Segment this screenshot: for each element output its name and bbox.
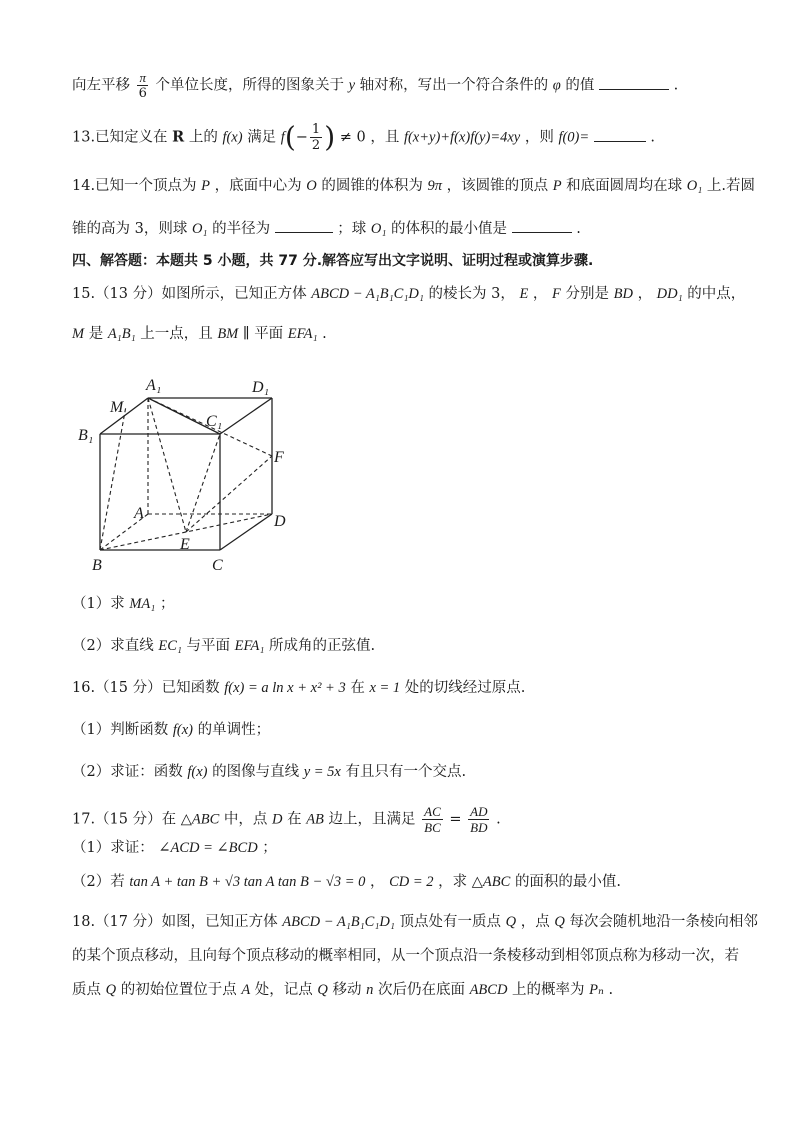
math-expr: x = 1 bbox=[369, 680, 401, 696]
text: ，且 bbox=[370, 129, 400, 146]
paren-left: ( bbox=[284, 120, 296, 154]
text: ， bbox=[532, 286, 548, 302]
text: 的值 bbox=[565, 77, 595, 94]
period: . bbox=[322, 326, 327, 342]
vertex-labels bbox=[78, 377, 286, 574]
math-var: Q bbox=[105, 982, 117, 998]
math-var: Pₙ bbox=[589, 982, 604, 998]
q12-tail-line bbox=[72, 70, 744, 101]
text: 处的切线经过原点. bbox=[404, 680, 526, 696]
text: 15.（13 分）如图所示，已知正方体 bbox=[72, 286, 307, 302]
math-var: D bbox=[272, 811, 283, 828]
question-17-part-1 bbox=[72, 838, 744, 858]
question-14-line-1 bbox=[72, 176, 755, 196]
question-13: 13.已知定义在 R 上的 f(x) 满足 f(− $\frac{1}{2}$ ) ≠ 0 ，且 f(x+y)+f(x)f(y)=4xy ，则 f(0)= . bbox=[72, 120, 656, 154]
text: 顶点处有一质点 bbox=[399, 914, 501, 930]
text: ，该圆锥的顶点 bbox=[446, 178, 549, 194]
math-var: EFA₁ bbox=[287, 326, 318, 342]
math-expr: f(x) bbox=[222, 129, 243, 146]
text: 上.若圆 bbox=[706, 178, 755, 194]
question-16-part-1 bbox=[72, 720, 744, 740]
math-var: DD₁ bbox=[656, 286, 683, 302]
math-var: BM bbox=[217, 326, 239, 342]
math-var: O₁ bbox=[370, 221, 387, 237]
answer-blank bbox=[512, 218, 572, 233]
label-M: M bbox=[110, 399, 124, 416]
text: 移动 bbox=[332, 982, 362, 998]
question-15-line-1 bbox=[72, 284, 744, 304]
text: 边上，且满足 bbox=[328, 811, 416, 828]
text: 在 bbox=[350, 680, 365, 696]
text: 分别是 bbox=[565, 286, 609, 302]
fraction-pi-over-6: $\frac{\pi}{6}$ bbox=[138, 70, 147, 101]
text: 的面积的最小值. bbox=[514, 874, 622, 890]
math-var: P bbox=[552, 178, 562, 194]
math-var: MA₁ bbox=[129, 596, 156, 612]
math-R: R bbox=[172, 128, 185, 146]
label-C: C bbox=[212, 557, 223, 574]
question-18-line-1 bbox=[72, 912, 758, 932]
label-D1: D₁ bbox=[252, 379, 270, 396]
text: 的中点， bbox=[687, 286, 746, 302]
math-var: O₁ bbox=[686, 178, 703, 194]
text: 的半径为 bbox=[212, 221, 271, 237]
label-F: F bbox=[274, 449, 284, 466]
answer-blank bbox=[594, 127, 646, 142]
text: ； bbox=[159, 596, 175, 612]
math-var: EC₁ bbox=[158, 638, 182, 654]
text: （2）求证：函数 bbox=[72, 764, 183, 780]
text: 每次会随机地沿一条棱向相邻 bbox=[569, 914, 758, 930]
text: 的某个顶点移动，且向每个顶点移动的概率相同，从一个顶点沿一条棱移动到相邻顶点称为移动一次，若 bbox=[72, 948, 739, 964]
question-14-line-2 bbox=[72, 218, 744, 239]
text: 的体积的最小值是 bbox=[391, 221, 508, 237]
period: . bbox=[673, 77, 679, 94]
text: ，点 bbox=[520, 914, 550, 930]
label-C1: C₁ bbox=[206, 413, 223, 430]
section-heading: 四、解答题：本题共 5 小题，共 77 分.解答应写出文字说明、证明过程或演算步骤. bbox=[72, 253, 594, 269]
math-var: O₁ bbox=[191, 221, 208, 237]
math-var: y bbox=[348, 77, 356, 94]
text: 13.已知定义在 bbox=[72, 129, 168, 146]
math-expr: f(x) = a ln x + x² + 3 bbox=[224, 680, 346, 696]
text: 次后仍在底面 bbox=[377, 982, 465, 998]
text: 有且只有一个交点. bbox=[345, 764, 467, 780]
text: 16.（15 分）已知函数 bbox=[72, 680, 220, 696]
fraction-ac-over-bc: $\frac{AC}{BC}$ bbox=[424, 804, 441, 835]
text: ，则 bbox=[524, 129, 554, 146]
text: 14.已知一个顶点为 bbox=[72, 178, 197, 194]
text: 18.（17 分）如图，已知正方体 bbox=[72, 914, 278, 930]
math-expr: ∠ACD = ∠BCD bbox=[158, 840, 258, 856]
math-var: A bbox=[241, 982, 251, 998]
question-18-line-3 bbox=[72, 980, 744, 1000]
text: ，求 bbox=[438, 874, 468, 890]
math-var: F bbox=[552, 286, 561, 302]
question-16-part-2 bbox=[72, 762, 744, 782]
text: 处，记点 bbox=[254, 982, 313, 998]
answer-blank bbox=[275, 218, 333, 233]
math-expr: f(x) bbox=[172, 722, 193, 738]
cube-figure bbox=[76, 372, 306, 582]
fraction-1-over-2: $\frac{1}{2}$ bbox=[311, 122, 321, 153]
math-expr: 9π bbox=[427, 178, 442, 194]
paren-right: ) bbox=[324, 120, 336, 154]
text: 上的 bbox=[188, 129, 218, 146]
math-var: EFA₁ bbox=[234, 638, 265, 654]
math-expr: CD = 2 bbox=[389, 874, 434, 890]
text: 向左平移 bbox=[72, 77, 130, 94]
question-16 bbox=[72, 678, 744, 698]
math-expr: f(x) bbox=[187, 764, 208, 780]
math-expr: f(x+y)+f(x)f(y)=4xy bbox=[403, 129, 521, 146]
answer-blank bbox=[599, 75, 669, 90]
label-B1: B₁ bbox=[78, 427, 94, 444]
text: （2）若 bbox=[72, 874, 125, 890]
text: ，底面中心为 bbox=[214, 178, 302, 194]
question-15-part-1 bbox=[72, 594, 744, 614]
equals: = bbox=[449, 811, 462, 828]
text: ， bbox=[370, 874, 385, 890]
math-var: A₁B₁ bbox=[107, 326, 136, 342]
text: 满足 bbox=[247, 129, 277, 146]
text: ； bbox=[262, 840, 277, 856]
question-15-part-2 bbox=[72, 636, 744, 656]
math-expr: ABCD − A₁B₁C₁D₁ bbox=[311, 286, 424, 302]
text: 的圆锥的体积为 bbox=[321, 178, 423, 194]
math-expr: △ABC bbox=[471, 874, 511, 890]
text: 质点 bbox=[72, 982, 101, 998]
text: 上的概率为 bbox=[512, 982, 585, 998]
question-15-line-2 bbox=[72, 324, 744, 344]
math-var: E bbox=[519, 286, 529, 302]
text: ， bbox=[637, 286, 653, 302]
question-18-line-2 bbox=[72, 946, 744, 966]
text: 在 bbox=[287, 811, 302, 828]
period: . bbox=[650, 129, 656, 146]
math-var: Q bbox=[505, 914, 517, 930]
math-var: Q bbox=[317, 982, 328, 998]
text: 中，点 bbox=[223, 811, 268, 828]
text: 的图像与直线 bbox=[212, 764, 300, 780]
math-expr: ABCD − A₁B₁C₁D₁ bbox=[282, 914, 395, 930]
text: 平面 bbox=[254, 326, 284, 342]
text: 与平面 bbox=[186, 638, 231, 654]
text: 是 bbox=[88, 326, 104, 342]
math-f: f bbox=[280, 129, 285, 146]
cube-edges-dashed bbox=[100, 398, 272, 550]
label-A: A bbox=[134, 505, 144, 522]
label-D: D bbox=[274, 513, 286, 530]
math-var: ABCD bbox=[469, 982, 508, 998]
question-17 bbox=[72, 804, 744, 835]
text: （1）求证： bbox=[72, 840, 154, 856]
text: 锥的高为 3，则球 bbox=[72, 221, 188, 237]
math-var: BD bbox=[613, 286, 633, 302]
period: . bbox=[496, 811, 501, 828]
math-expr: tan A + tan B + √3 tan A tan B − √3 = 0 bbox=[129, 874, 366, 890]
period: . bbox=[576, 221, 581, 237]
text: 的初始位置位于点 bbox=[120, 982, 237, 998]
text: 和底面圆周均在球 bbox=[566, 178, 683, 194]
math-var: M bbox=[72, 326, 85, 342]
math-var: φ bbox=[552, 77, 561, 94]
math-expr: ≠ 0 bbox=[339, 129, 366, 146]
text: 上一点，且 bbox=[140, 326, 213, 342]
label-B: B bbox=[92, 557, 102, 574]
text: 轴对称，写出一个符合条件的 bbox=[359, 77, 549, 94]
text: （1）判断函数 bbox=[72, 722, 169, 738]
label-A1: A₁ bbox=[146, 377, 162, 394]
math-expr: y = 5x bbox=[303, 764, 341, 780]
text: 所成角的正弦值. bbox=[269, 638, 376, 654]
math-var: P bbox=[201, 178, 211, 194]
math-expr: △ABC bbox=[180, 811, 220, 828]
text: 个单位长度，所得的图象关于 bbox=[155, 77, 344, 94]
text: （1）求 bbox=[72, 596, 125, 612]
text: （2）求直线 bbox=[72, 638, 154, 654]
parallel-symbol: ∥ bbox=[242, 326, 250, 342]
text: ；球 bbox=[337, 221, 367, 237]
fraction-ad-over-bd: $\frac{AD}{BD}$ bbox=[470, 804, 488, 835]
cube-edges-solid bbox=[100, 398, 272, 550]
period: . bbox=[608, 982, 614, 998]
question-17-part-2 bbox=[72, 872, 744, 892]
math-var: Q bbox=[554, 914, 565, 930]
text: 的单调性； bbox=[197, 722, 271, 738]
math-var: AB bbox=[306, 811, 324, 828]
label-E: E bbox=[180, 536, 190, 553]
text: 的棱长为 3， bbox=[428, 286, 515, 302]
text: 17.（15 分）在 bbox=[72, 811, 177, 828]
math-expr: f(0)= bbox=[558, 129, 590, 146]
math-var: O bbox=[306, 178, 317, 194]
math-var: n bbox=[366, 982, 374, 998]
